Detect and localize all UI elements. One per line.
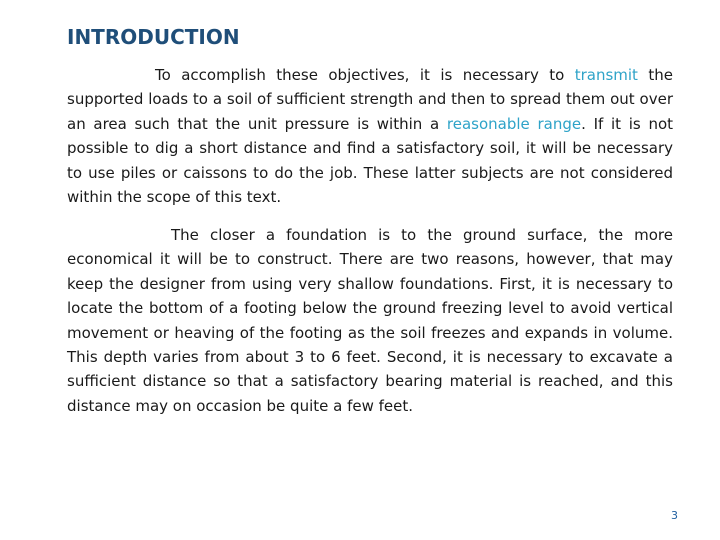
paragraph-1-text-b: the supported loads to a soil of sufficient strength and then to spread them out over an area such that the unit pressure is within a bbox=[67, 66, 673, 133]
page-title: INTRODUCTION bbox=[67, 25, 240, 49]
page-number: 3 bbox=[671, 509, 678, 522]
paragraph-2: The closer a foundation is to the ground surface, the more economical it will be to construct. There are two reasons, however, that may keep the designer from using very shallow foundations. First, it is necessary to locate the bottom of a footing below the ground freezing level to avoid vertical movement or heaving of the footing as the soil freezes and expands in volume. This depth varies from about 3 to 6 feet. Second, it is necessary to excavate a sufficient distance so that a satisfactory bearing material is reached, and this distance may on occasion be quite a few feet. bbox=[67, 226, 673, 415]
paragraph-1 bbox=[67, 63, 673, 209]
paragraph-1-text-a: To accomplish these objectives, it is necessary to bbox=[155, 66, 575, 84]
highlight-transmit: transmit bbox=[574, 66, 638, 84]
paragraph-1-text-c: . If it is not possible to dig a short distance and find a satisfactory soil, it will be necessary to use piles or caissons to do the job. These latter subjects are not considered within the scope of this text. bbox=[67, 114, 674, 207]
highlight-reasonable-range: reasonable range bbox=[446, 114, 582, 133]
